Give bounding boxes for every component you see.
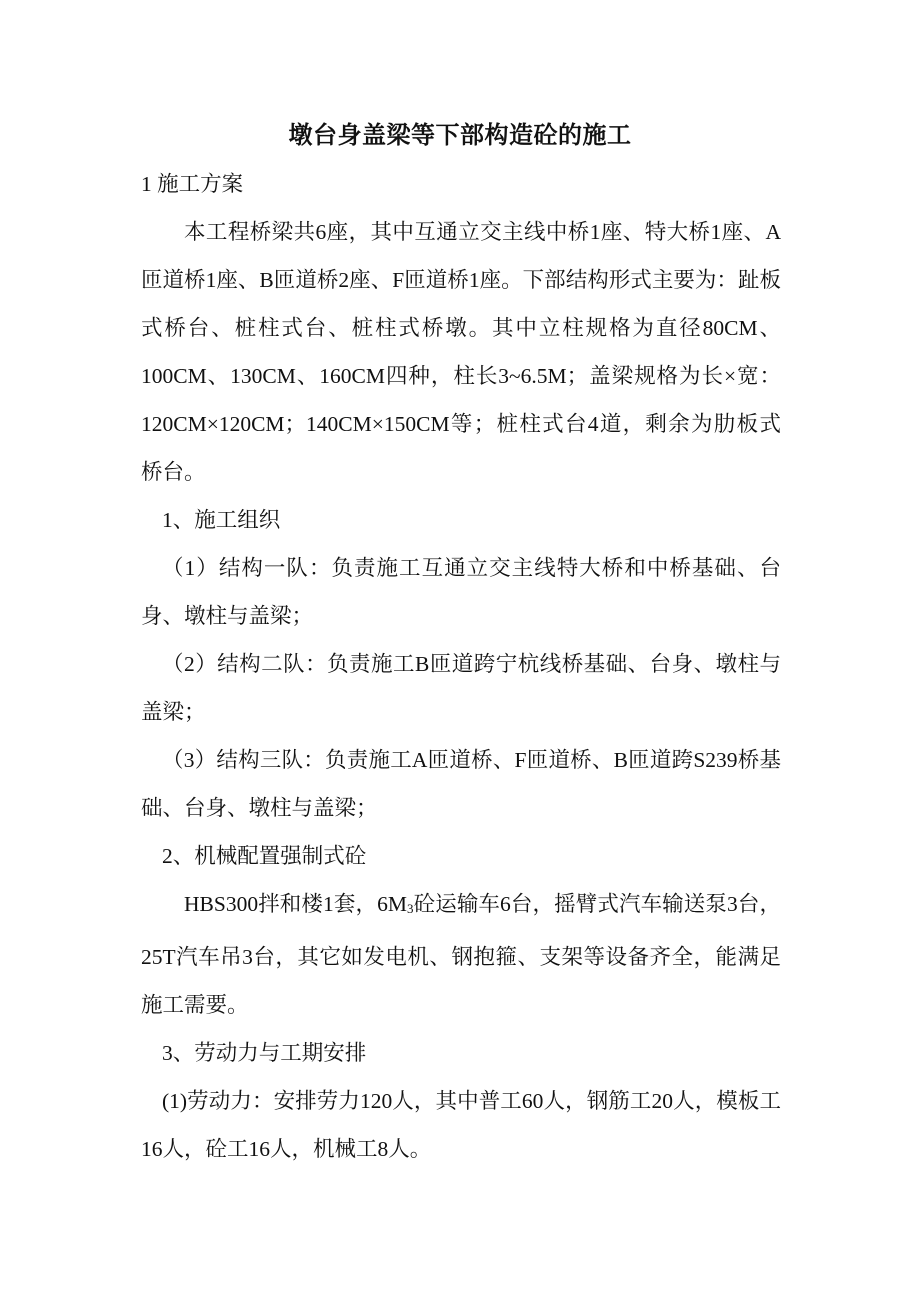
machine-text-start: HBS300拌和楼1套，6M — [184, 892, 407, 916]
organization-heading: 1、施工组织 — [162, 508, 281, 532]
machine-paragraph — [141, 880, 781, 1029]
document-title: 墩台身盖梁等下部构造砼的施工 — [288, 123, 632, 149]
cubic-subscript: 3 — [406, 901, 414, 916]
intro-paragraph: 本工程桥梁共6座，其中互通立交主线中桥1座、特大桥1座、A匝道桥1座、B匝道桥2座、F匝道桥1座。下部结构形式主要为：趾板式桥台、桩柱式台、桩柱式桥墩。其中立柱规格为直径80CM、100CM、130CM、160CM四种，柱长3~6.5M；盖梁规格为长×宽：120CM×120CM；140CM×150CM等；桩柱式台4道，剩余为肋板式桥台。 — [141, 220, 781, 484]
team-item-3: （3）结构三队：负责施工A匝道桥、F匝道桥、B匝道跨S239桥基础、台身、墩柱与盖梁； — [141, 748, 781, 820]
team-item-2: （2）结构二队：负责施工B匝道跨宁杭线桥基础、台身、墩柱与盖梁； — [141, 652, 781, 724]
team-item-1: （1）结构一队：负责施工互通立交主线特大桥和中桥基础、台身、墩柱与盖梁； — [141, 556, 781, 628]
machine-heading: 2、机械配置强制式砼 — [162, 844, 367, 868]
section-heading: 1 施工方案 — [141, 172, 244, 196]
labor-heading: 3、劳动力与工期安排 — [162, 1041, 367, 1065]
labor-paragraph: (1)劳动力：安排劳力120人，其中普工60人，钢筋工20人，模板工16人，砼工16人，机械工8人。 — [141, 1089, 781, 1161]
document-body — [141, 160, 781, 1173]
machine-text-rest: 砼运输车6台，摇臂式汽车输送泵3台，25T汽车吊3台，其它如发电机、钢抱箍、支架等设备齐全，能满足施工需要。 — [141, 892, 781, 1017]
